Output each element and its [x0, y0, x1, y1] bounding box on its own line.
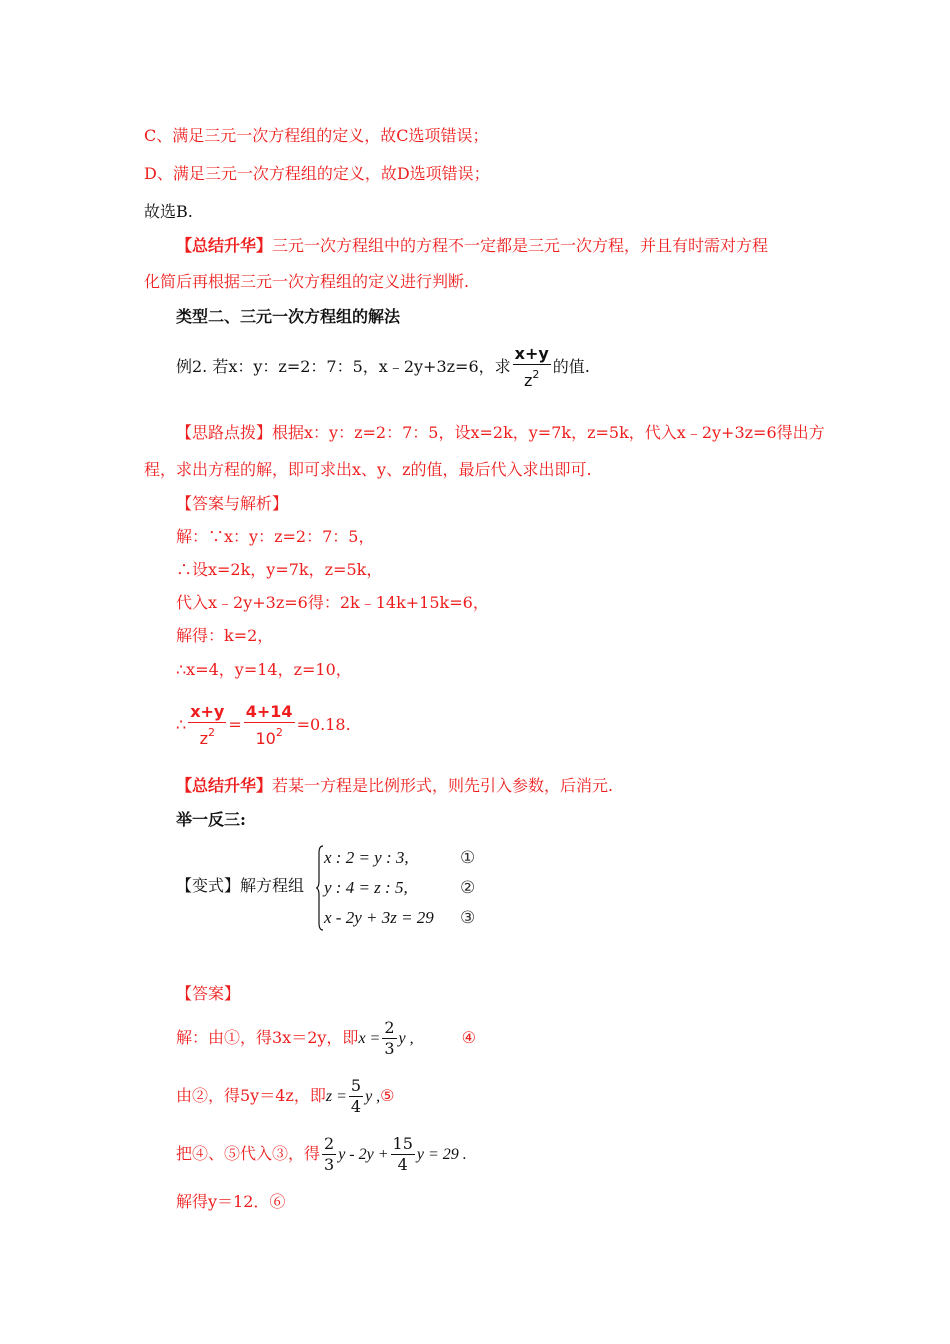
- system-equation-1: x : 2 = y : 3, ①: [324, 848, 476, 867]
- answer-3-fraction-2: [391, 1134, 415, 1175]
- solution-fraction-1: [188, 702, 226, 749]
- fraction-denominator: 4: [397, 1155, 408, 1174]
- solution-result: =0.18.: [296, 715, 351, 734]
- answer-3-middle: y - 2y +: [338, 1146, 389, 1163]
- solution-line-6: [176, 702, 351, 749]
- answer-2-rhs: y ,: [365, 1088, 381, 1105]
- fraction-denominator: 3: [324, 1155, 335, 1174]
- fraction-numerator: 2: [384, 1018, 395, 1037]
- answer-1-fraction: [382, 1018, 396, 1059]
- summary-2-text: 若某一方程是比例形式，则先引入参数，后消元.: [272, 776, 614, 795]
- fraction-denominator: 4: [350, 1097, 362, 1116]
- fraction-numerator: x+y: [190, 702, 225, 721]
- fraction-denominator: $z^2$: [199, 726, 215, 748]
- answer-3-end: y = 29 .: [416, 1146, 467, 1163]
- option-d-line: D、满足三元一次方程组的定义，故D选项错误；: [144, 164, 490, 183]
- answer-1-prefix: 解：由①，得3x＝2y，即: [176, 1028, 359, 1047]
- answer-line-3: [176, 1132, 467, 1177]
- answer-2-prefix: 由②，得5y＝4z，即: [176, 1086, 326, 1105]
- answer-1-rhs: y ,: [398, 1030, 414, 1047]
- circled-2: ②: [460, 878, 476, 897]
- answer-line-1: [176, 1016, 476, 1061]
- fraction-numerator: 5: [350, 1076, 362, 1095]
- system-equation-2: y : 4 = z : 5, ②: [324, 878, 476, 897]
- fraction-numerator: 2: [324, 1134, 335, 1153]
- answer-1-lhs: x =: [358, 1030, 381, 1047]
- system-equation-3: x - 2y + 3z = 29 ③: [324, 908, 476, 927]
- answer-line-2: [176, 1074, 395, 1119]
- answer-2-fraction: [349, 1076, 363, 1117]
- summary-1-text-a: 三元一次方程组中的方程不一定都是三元一次方程，并且有时需对方程: [272, 236, 769, 255]
- summary-2-tag: 【总结升华】: [176, 776, 273, 795]
- fraction-numerator: x+y: [514, 344, 549, 363]
- answer-2-lhs: z =: [325, 1088, 347, 1105]
- hint-tag: 【思路点拨】: [176, 423, 273, 442]
- answer-3-prefix: 把④、⑤代入③，得: [176, 1144, 321, 1163]
- choice-line: 故选B.: [144, 202, 193, 221]
- fraction-denominator: $10^2$: [255, 726, 283, 748]
- left-brace-icon: [316, 845, 324, 931]
- option-c-line: C、满足三元一次方程组的定义，故C选项错误；: [144, 126, 489, 145]
- hint-line-a: [176, 423, 825, 443]
- fraction-numerator: 4+14: [245, 702, 293, 721]
- example-2-prefix: 例2. 若x：y：z=2：7：5，x﹣2y+3z=6，求: [176, 357, 511, 376]
- example-2-line: [176, 344, 590, 391]
- equals-sign: =: [228, 715, 242, 734]
- solution-line-3: 代入x﹣2y+3z=6得：2k﹣14k+15k=6，: [176, 593, 489, 612]
- fraction-denominator: 3: [384, 1039, 395, 1058]
- summary-1-tag: 【总结升华】: [176, 236, 273, 255]
- therefore-symbol: ∴: [176, 715, 187, 734]
- summary-1-line-b: 化简后再根据三元一次方程组的定义进行判断.: [144, 272, 470, 291]
- fraction-numerator: 15: [392, 1134, 413, 1153]
- circled-5: ⑤: [380, 1086, 395, 1105]
- circled-1: ①: [460, 848, 476, 867]
- solution-line-2: ∴设x=2k，y=7k，z=5k，: [176, 560, 383, 579]
- answer-analysis-tag: 【答案与解析】: [176, 494, 289, 513]
- summary-2-line: [176, 776, 613, 796]
- practice-heading: 举一反三:: [176, 810, 246, 829]
- answer-tag: 【答案】: [176, 984, 241, 1003]
- answer-3-fraction-1: [322, 1134, 336, 1175]
- hint-text-a: 根据x：y：z=2：7：5，设x=2k，y=7k，z=5k，代入x﹣2y+3z=6得出方: [272, 423, 825, 442]
- hint-line-b: 程，求出方程的解，即可求出x、y、z的值，最后代入求出即可.: [144, 460, 592, 479]
- solution-line-1: 解：∵x：y：z=2：7：5，: [176, 527, 375, 546]
- example-2-fraction: [513, 344, 551, 391]
- fraction-denominator: $z^2$: [524, 368, 540, 390]
- solution-fraction-2: [244, 702, 295, 749]
- example-2-suffix: 的值.: [552, 357, 590, 376]
- equation-system: [316, 845, 486, 935]
- solution-line-4: 解得：k=2，: [176, 626, 274, 645]
- answer-line-4: 解得y＝12．⑥: [176, 1192, 286, 1211]
- variant-label: 【变式】解方程组: [176, 876, 305, 895]
- summary-1-line-a: [176, 236, 768, 256]
- circled-3: ③: [460, 908, 476, 927]
- type2-heading: 类型二、三元一次方程组的解法: [176, 307, 401, 326]
- solution-line-5: ∴x=4，y=14，z=10，: [176, 660, 352, 679]
- circled-4: ④: [461, 1028, 476, 1047]
